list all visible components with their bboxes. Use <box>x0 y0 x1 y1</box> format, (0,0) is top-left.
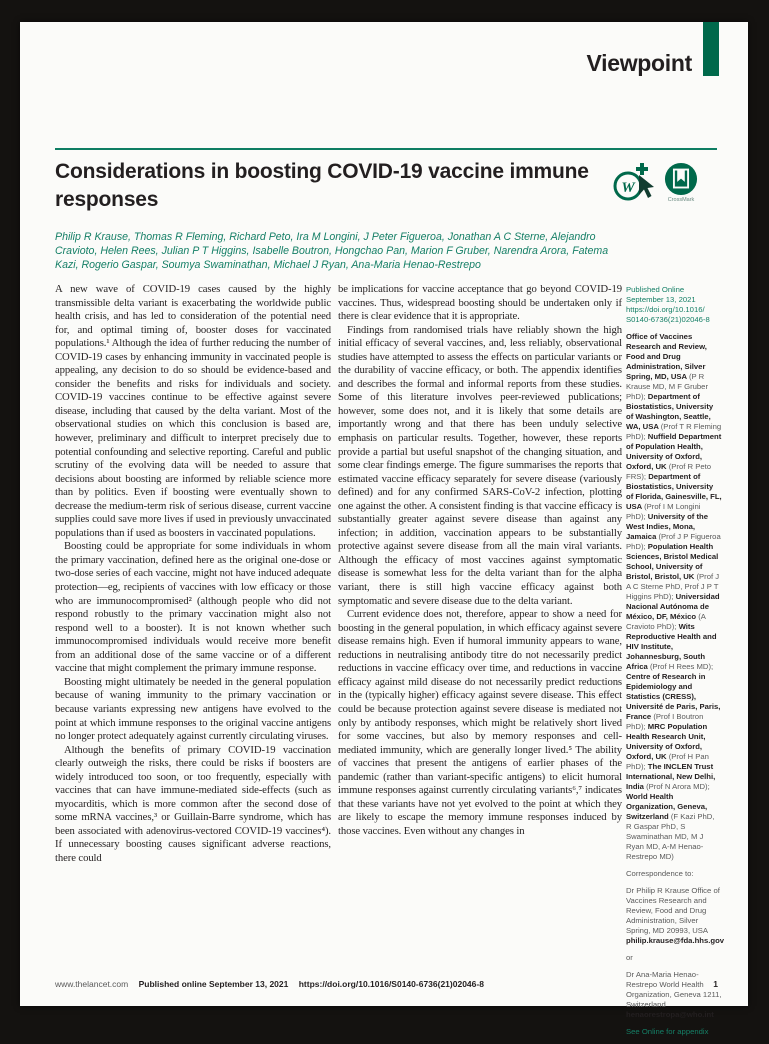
body-paragraph: Boosting might ultimately be needed in the general population because of waning immunity to the primary vaccination or because variants expressing new antigens have evolved to the point at which immune responses to the original vaccine antigens no longer protect adequately against currently circulating viruses. <box>55 675 331 743</box>
correspondence-heading <box>626 869 722 879</box>
margin-note-text: (Prof J A C Sterne PhD, Prof J P T Higgins PhD); <box>626 572 720 601</box>
affiliations-note <box>626 332 722 862</box>
margin-note-text: (P R Krause MD, M F Gruber PhD); <box>626 372 709 401</box>
web-online-icon <box>612 162 654 204</box>
margin-note-text: Population Health Sciences, Bristol Medical School, University of Bristol, Bristol, UK <box>626 542 719 581</box>
margin-note-text: Office of Vaccines Research and Review, Food and Drug Administration, Silver Spring, MD, USA <box>626 332 707 381</box>
body-paragraph: Although the benefits of primary COVID-19 vaccination clearly outweigh the risks, there could be risks if boosters are widely introduced too soon, or too frequently, especially with vaccines that can have immune-mediated side-effects (such as myocarditis, which is more common after the second dose of some mRNA vaccines,³ or Guillain-Barre syndrome, which has been associated with adenovirus-vectored COVID-19 vaccines⁴). If unnecessary boosting causes significant adverse reactions, there could <box>55 743 331 864</box>
margin-note-text: Centre of Research in Epidemiology and Statistics (CRESS), Université de Paris, Paris, France <box>626 672 721 721</box>
margin-note-text: Correspondence to: <box>626 869 694 878</box>
margin-note-text: See Online for appendix <box>626 1027 709 1036</box>
email-link[interactable]: henaorestropa@who.int <box>626 1010 714 1019</box>
margin-note-text: Department of Biostatistics, University of Washington, Seattle, WA, USA <box>626 392 714 431</box>
page-number: 1 <box>713 979 718 989</box>
email-link[interactable]: philip.krause@fda.hhs.gov <box>626 936 725 945</box>
body-column-2 <box>338 283 622 838</box>
section-color-bar <box>703 22 719 76</box>
margin-note-text: (Prof I Boutron PhD); <box>626 712 704 731</box>
page-footer <box>55 979 718 989</box>
margin-note-text: (Prof N Arora MD); <box>646 782 710 791</box>
margin-note-text: (Prof H Rees MD); <box>649 662 714 671</box>
margin-note-text: (Prof T R Fleming PhD); <box>626 422 722 441</box>
margin-note-text: University of the West Indies, Mona, Jamaica <box>626 512 709 541</box>
margin-note-text: (Prof R Peto FRS); <box>626 462 712 481</box>
margin-note-text: (A Cravioto PhD); <box>626 612 706 631</box>
correspondence-henao-restrepo <box>626 970 722 1020</box>
see-online-note <box>626 1027 722 1037</box>
margin-note-text: The INCLEN Trust International, New Delhi, India <box>626 762 716 791</box>
body-paragraph: Findings from randomised trials have reliably shown the high initial efficacy of several vaccines, and, less reliably, observational studies have attempted to assess the effects on particular variants or the durability of vaccine efficacy, or both. The appendix identifies and describes the formal and informal reports from these studies. Some of this literature involves peer-reviewed publications; however, some does not, and it is likely that some details are importantly wrong and that there has been unduly selective emphasis on particular results. Together, however, these reports provide a partial but useful snapshot of the changing situation, and some clear findings emerge. The figure summarises the reports that estimated vaccine efficacy separately for severe disease (variously defined) and for any confirmed SARS-CoV-2 infection, plotting one against the other. A consistent finding is that vaccine efficacy is substantially greater against severe disease than against any infection; in addition, vaccination appears to be substantially protective against severe disease from all the main viral variants. Although the efficacy of most vaccines against symptomatic disease is somewhat less for the delta variant than for the alpha variant, there is still high vaccine efficacy against both symptomatic and severe disease due to the delta variant. <box>338 323 622 607</box>
crossmark-label: CrossMark <box>667 197 695 203</box>
margin-note-text: MRC Population Health Research Unit, University of Oxford, Oxford, UK <box>626 722 708 761</box>
header-rule <box>55 148 717 150</box>
margin-note-text: Published Online September 13, 2021 https://doi.org/10.1016/ S0140-6736(21)02046-8 <box>626 285 710 324</box>
section-label: Viewpoint <box>586 50 692 76</box>
body-paragraph: Boosting could be appropriate for some individuals in whom the primary vaccination, defined here as the original one-dose or two-dose series of each vaccine, might not have induced adequate protection—eg, recipients of vaccines with low efficacy or those who are immunocompromised² (although people who did not respond robustly to the primary vaccination might also not respond well to a booster). It is not known whether such immunocompromised individuals would receive more benefit from an additional dose of the same vaccine or of a different vaccine that might complement the primary immune response. <box>55 540 331 675</box>
crossmark-badge[interactable] <box>664 162 698 203</box>
crossmark-bookmark-icon <box>664 162 698 196</box>
correspondence-krause <box>626 886 725 946</box>
margin-note-text: (F Kazi PhD, R Gaspar PhD, S Swaminathan MD, M J Ryan MD, A-M Henao-Restrepo MD) <box>626 812 715 861</box>
published-online-note <box>626 285 722 325</box>
body-paragraph: Current evidence does not, therefore, appear to show a need for boosting in the general population, in which efficacy against severe disease remains high. Even if humoral immunity appears to wane, reductions in neutralising antibody titre do not necessarily predict reductions in vaccine efficacy over time, and reductions in vaccine efficacy against mild disease do not necessarily predict reductions in the (typically higher) efficacy against severe disease. This effect could be because protection against severe disease is mediated not only by antibody responses, which might be relatively short lived for some vaccines, but also by memory responses and cell-mediated immunity, which are generally longer lived.⁵ The ability of vaccines that present the antigens of earlier phases of the pandemic (rather than variant-specific antigens) to elicit humoral immune responses against currently circulating variants⁶,⁷ indicates that these variants have not yet evolved to the point at which they are likely to escape the memory immune responses induced by those vaccines. Even without any changes in <box>338 608 622 837</box>
margin-note-text: Dr Ana-Maria Henao-Restrepo World Health Organization, Geneva 1211, Switzerland <box>626 970 722 1009</box>
footer-published-text: Published online September 13, 2021 <box>138 979 289 989</box>
margin-note-text: (Prof I M Longini PhD); <box>626 502 701 521</box>
margin-note-text: (Prof H Pan PhD); <box>626 752 709 771</box>
margin-note-text: Universidad Nacional Autónoma de México, DF, México <box>626 592 720 621</box>
svg-text:W: W <box>621 180 635 196</box>
body-paragraph: be implications for vaccine acceptance that go beyond COVID-19 vaccines. Thus, widespread boosting should be undertaken only if there is clear evidence that it is appropriate. <box>338 283 622 323</box>
author-list: Philip R Krause, Thomas R Fleming, Richard Peto, Ira M Longini, J Peter Figueroa, Jonathan A C Sterne, Alejandro Cravioto, Helen Rees, Julian P T Higgins, Isabelle Boutron, Hongchao Pan, Marion F Gruber, Narendra Arora, Fatema Kazi, Rogerio Gaspar, Soumya Swaminathan, Michael J Ryan, Ana-Maria Henao-Restrepo <box>55 231 609 271</box>
margin-note-text: Wits Reproductive Health and HIV Institute, Johannesburg, South Africa <box>626 622 717 671</box>
margin-note-text: (Prof J P Figueroa PhD); <box>626 532 721 551</box>
article-title: Considerations in boosting COVID-19 vaccine immune responses <box>55 160 589 211</box>
article-page <box>20 22 748 1036</box>
margin-note-text: Department of Biostatistics, University of Florida, Gainesville, FL, USA <box>626 472 722 511</box>
doi-link[interactable]: https://doi.org/10.1016/S0140-6736(21)02046-8 <box>298 979 484 989</box>
margin-note-text: Dr Philip R Krause Office of Vaccines Research and Review, Food and Drug Administration, Silver Spring, MD 20993, USA <box>626 886 720 935</box>
body-column-1 <box>55 283 331 866</box>
body-paragraph: A new wave of COVID-19 cases caused by the highly transmissible delta variant is exacerbating the worldwide public health crisis, and has led to consideration of the potential need for, and optimal timing of, booster doses for vaccinated populations.¹ Although the idea of further reducing the number of COVID-19 cases by enhancing immunity in vaccinated people is appealing, any decision to do so should be evidence-based and consider the benefits and risks for individuals and society. COVID-19 vaccines continue to be effective against severe disease, including that caused by the delta variant. Most of the observational studies on which this conclusion is based are, however, preliminary and difficult to interpret precisely due to potential confounding and selective reporting. Careful and public scrutiny of the evolving data will be needed to assure that decisions about boosting are informed by reliable science more than by politics. Even if boosting were eventually shown to decrease the medium-term risk of serious disease, current vaccine supplies could save more lives if used in previously unvaccinated populations than if used as boosters in vaccinated populations. <box>55 283 331 539</box>
margin-note-text: World Health Organization, Geneva, Switzerland <box>626 792 708 821</box>
title-badges <box>612 162 722 204</box>
correspondence-or <box>626 953 722 963</box>
margin-note-text: Nuffield Department of Population Health, University of Oxford, Oxford, UK <box>626 432 722 471</box>
margin-note-text: or <box>626 953 633 962</box>
journal-url-link[interactable]: www.thelancet.com <box>55 979 129 989</box>
margin-notes <box>626 285 725 1044</box>
